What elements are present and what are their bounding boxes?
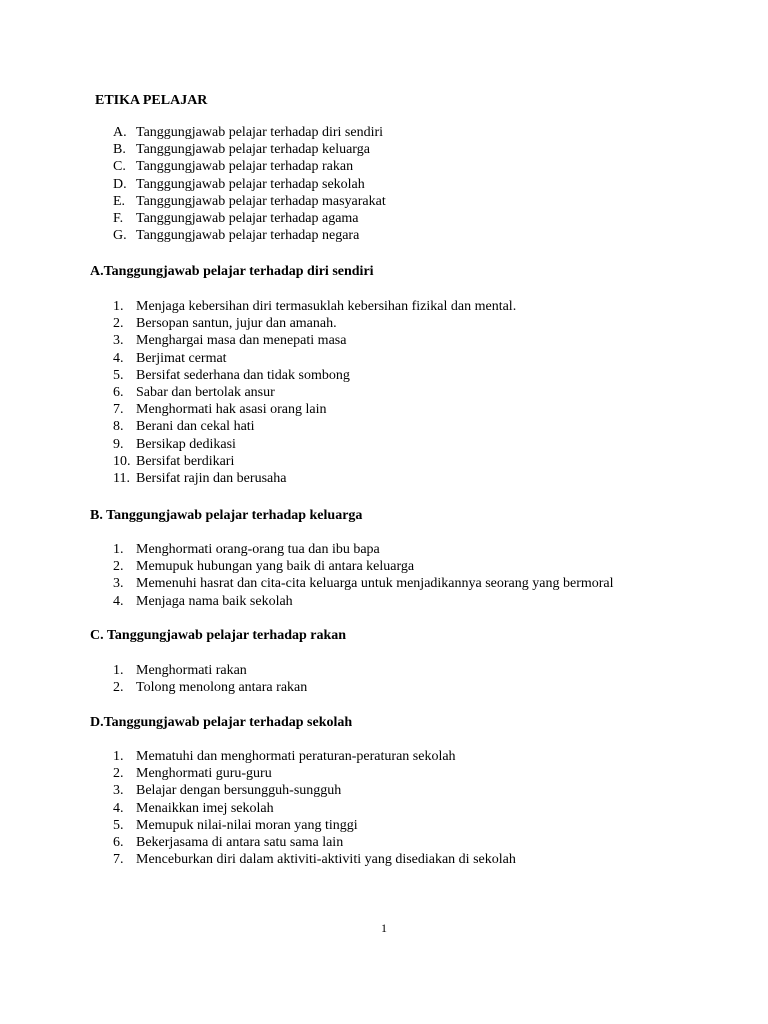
list-item-text: Menghormati orang-orang tua dan ibu bapa (136, 542, 380, 557)
list-item (0, 418, 516, 435)
list-item-text: Belajar dengan bersungguh-sungguh (136, 783, 342, 799)
list-marker: 1. (113, 749, 124, 764)
page-number: 1 (381, 921, 387, 935)
list-item-text: Bekerjasama di antara satu sama lain (136, 834, 344, 850)
list-item-text: Bersikap dedikasi (136, 436, 236, 452)
list-marker: 3. (113, 783, 124, 799)
list-marker: 7. (113, 402, 124, 418)
list-item-text: Menaikkan imej sekolah (136, 800, 274, 816)
list-item (0, 662, 307, 679)
list-item-text: Menjaga nama baik sekolah (136, 593, 293, 609)
section-heading-a: A.Tanggungjawab pelajar terhadap diri sendiri (90, 264, 374, 279)
list-item-text: Menjaga kebersihan diri termasuklah kebersihan fizikal dan mental. (136, 299, 517, 314)
list-item (0, 593, 614, 610)
section-a-list (0, 298, 516, 487)
list-marker: 1. (113, 299, 124, 314)
list-marker: 4. (113, 593, 124, 609)
section-heading-d: D.Tanggungjawab pelajar terhadap sekolah (90, 715, 353, 730)
list-item-text: Memupuk nilai-nilai moran yang tinggi (136, 817, 358, 833)
list-marker: 9. (113, 436, 124, 452)
list-item-text: Menghormati rakan (136, 663, 247, 678)
list-item-text: Menghormati guru-guru (136, 766, 272, 782)
list-item-text: Tanggungjawab pelajar terhadap negara (136, 228, 360, 244)
list-item (0, 315, 516, 332)
list-item (0, 332, 516, 349)
outline-item (0, 176, 386, 193)
list-item-text: Tanggungjawab pelajar terhadap diri sendiri (136, 125, 384, 140)
list-marker: 4. (113, 350, 124, 366)
list-item (0, 384, 516, 401)
list-item (0, 679, 307, 696)
outline-item (0, 193, 386, 210)
list-marker: 10. (113, 453, 131, 469)
list-marker: 7. (113, 852, 124, 868)
list-item-text: Sabar dan bertolak ansur (136, 384, 275, 400)
list-item-text: Bersifat berdikari (136, 453, 235, 469)
list-item (0, 817, 516, 834)
list-marker: 5. (113, 817, 124, 833)
list-item (0, 748, 516, 765)
list-item (0, 298, 516, 315)
list-item-text: Menghargai masa dan menepati masa (136, 333, 347, 349)
section-b-list (0, 541, 614, 610)
list-item-text: Berjimat cermat (136, 350, 227, 366)
list-item (0, 436, 516, 453)
list-item-text: Tanggungjawab pelajar terhadap rakan (136, 159, 354, 175)
list-marker: 3. (113, 576, 124, 592)
list-item-text: Tanggungjawab pelajar terhadap agama (136, 210, 359, 226)
list-marker: 3. (113, 333, 124, 349)
list-item-text: Tolong menolong antara rakan (136, 680, 308, 696)
list-item-text: Menceburkan diri dalam aktiviti-aktiviti yang disediakan di sekolah (136, 852, 516, 868)
list-marker: 4. (113, 800, 124, 816)
list-marker: B. (113, 142, 126, 158)
list-item-text: Menghormati hak asasi orang lain (136, 402, 327, 418)
outline-item (0, 124, 386, 141)
list-marker: G. (113, 228, 127, 244)
section-c-list (0, 662, 307, 696)
list-marker: A. (113, 125, 127, 140)
list-marker: D. (113, 176, 127, 192)
list-item (0, 851, 516, 868)
document-title: ETIKA PELAJAR (95, 93, 208, 108)
list-item (0, 558, 614, 575)
list-item-text: Memupuk hubungan yang baik di antara keluarga (136, 559, 415, 575)
list-marker: 2. (113, 559, 124, 575)
list-marker: 1. (113, 542, 124, 557)
section-d-list (0, 748, 516, 868)
list-item-text: Bersopan santun, jujur dan amanah. (136, 316, 337, 332)
list-marker: 2. (113, 316, 124, 332)
list-item (0, 541, 614, 558)
list-item (0, 367, 516, 384)
list-item-text: Tanggungjawab pelajar terhadap masyarakat (136, 193, 386, 209)
list-marker: C. (113, 159, 126, 175)
list-item (0, 782, 516, 799)
outline-item (0, 227, 386, 244)
list-item-text: Memenuhi hasrat dan cita-cita keluarga untuk menjadikannya seorang yang bermoral (136, 576, 614, 592)
list-marker: 5. (113, 367, 124, 383)
list-item (0, 834, 516, 851)
outline-item (0, 158, 386, 175)
list-item-text: Tanggungjawab pelajar terhadap keluarga (136, 142, 370, 158)
list-item-text: Mematuhi dan menghormati peraturan-peraturan sekolah (136, 749, 456, 764)
list-item-text: Bersifat rajin dan berusaha (136, 470, 287, 486)
list-item-text: Berani dan cekal hati (136, 419, 255, 435)
list-marker: 6. (113, 834, 124, 850)
list-item (0, 470, 516, 487)
outline-item (0, 141, 386, 158)
list-item-text: Tanggungjawab pelajar terhadap sekolah (136, 176, 365, 192)
list-marker: E. (113, 193, 126, 209)
list-marker: 8. (113, 419, 124, 435)
list-marker: 1. (113, 663, 124, 678)
list-item (0, 453, 516, 470)
section-heading-c: C. Tanggungjawab pelajar terhadap rakan (90, 628, 347, 643)
list-marker: 2. (113, 766, 124, 782)
list-item (0, 800, 516, 817)
list-item-text: Bersifat sederhana dan tidak sombong (136, 367, 350, 383)
section-heading-b: B. Tanggungjawab pelajar terhadap keluarga (90, 508, 363, 523)
list-marker: 6. (113, 384, 124, 400)
outline-item (0, 210, 386, 227)
list-marker: 2. (113, 680, 124, 696)
list-item (0, 575, 614, 592)
list-marker: 11. (113, 470, 130, 486)
list-marker: F. (113, 210, 124, 226)
list-item (0, 401, 516, 418)
outline-list (0, 124, 386, 244)
list-item (0, 350, 516, 367)
list-item (0, 765, 516, 782)
